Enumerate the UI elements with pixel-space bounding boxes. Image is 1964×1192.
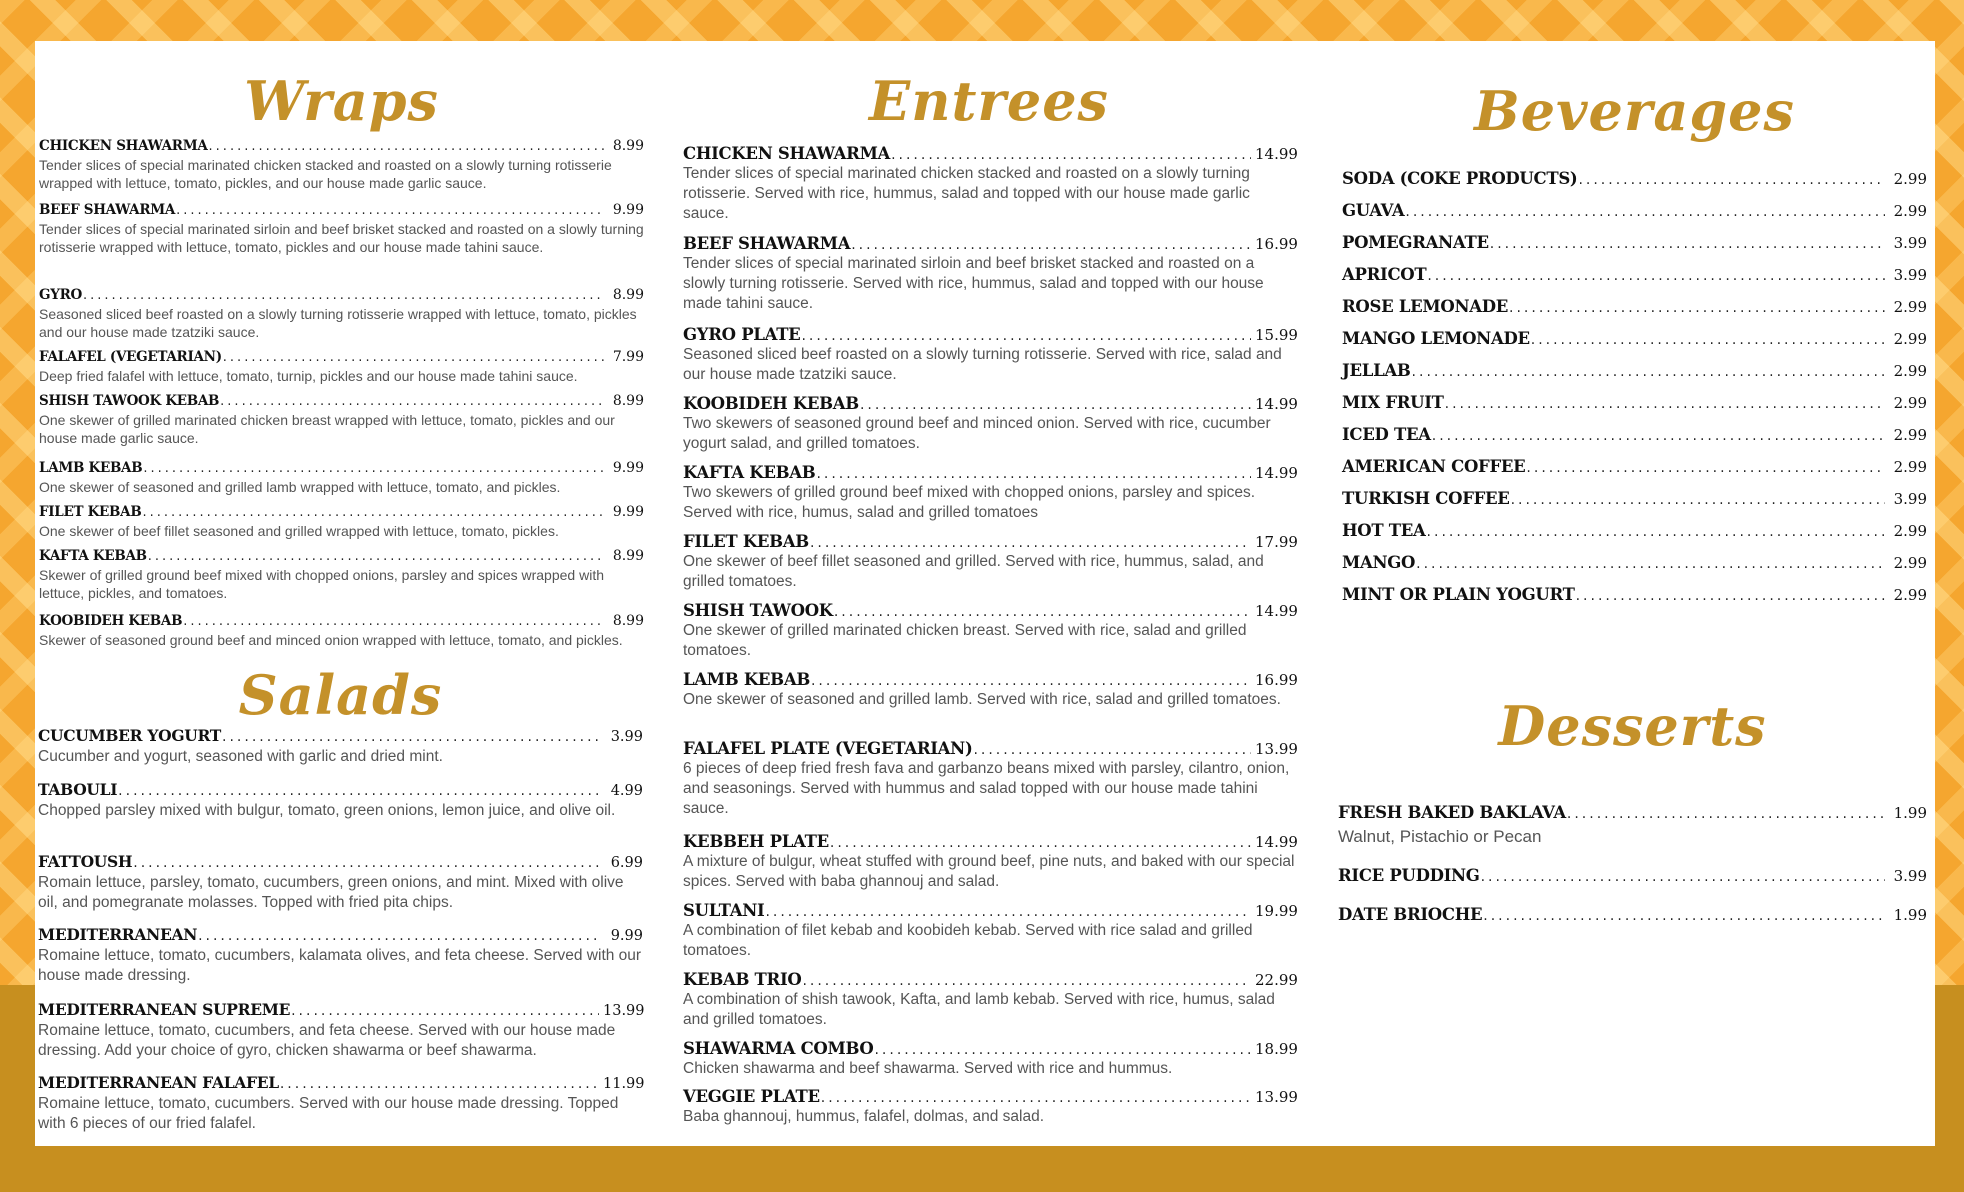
menu-item-row (1342, 265, 1927, 284)
menu-item-row (1342, 393, 1927, 412)
dot-leader (220, 394, 604, 409)
item-description: Two skewers of seasoned ground beef and minced onion. Served with rice, cucumber yogurt salad, and grilled tomatoes. (683, 415, 1271, 452)
item-price: 2.99 (1893, 202, 1927, 220)
item-name: MEDITERRANEAN (38, 925, 198, 944)
menu-item-koobideh-kebab (683, 394, 1298, 454)
menu-item-row (39, 202, 644, 218)
menu-item-falafel-vegetarian (39, 349, 644, 385)
dot-leader (1481, 869, 1885, 885)
item-name: LAMB KEBAB (39, 460, 143, 476)
menu-item-sultani (683, 901, 1298, 961)
menu-item-shish-tawook-kebab (39, 393, 644, 447)
item-name: KOOBIDEH KEBAB (683, 394, 859, 413)
item-name: AMERICAN COFFEE (1342, 457, 1526, 476)
item-price: 14.99 (1255, 602, 1298, 620)
item-price: 13.99 (1255, 740, 1298, 758)
item-name: MANGO LEMONADE (1342, 329, 1530, 348)
dot-leader (1427, 524, 1885, 540)
menu-item-row (683, 144, 1298, 163)
menu-item-kafta-kebab (39, 548, 644, 602)
item-name: HOT TEA (1342, 521, 1426, 540)
item-price: 3.99 (1893, 266, 1927, 284)
menu-item-row (1338, 866, 1927, 885)
dot-leader (183, 614, 604, 629)
item-description: Romain lettuce, parsley, tomato, cucumbers, green onions, and mint. Mixed with olive oil, and pomegranate molasses. Topped with fried pita chips. (38, 874, 624, 911)
menu-item-row (683, 970, 1298, 989)
dot-leader (830, 835, 1251, 851)
item-price: 2.99 (1893, 394, 1927, 412)
item-description: Chopped parsley mixed with bulgur, tomato, green onions, lemon juice, and olive oil. (38, 802, 616, 819)
menu-item-beef-shawarma (39, 202, 644, 256)
dot-leader (1432, 428, 1885, 444)
dot-leader (834, 604, 1251, 620)
dot-leader (1490, 236, 1885, 252)
dot-leader (801, 328, 1251, 344)
item-name: TURKISH COFFEE (1342, 489, 1510, 508)
dot-leader (874, 1042, 1251, 1058)
dot-leader (118, 783, 599, 799)
desserts-heading: Desserts (1498, 694, 1767, 758)
menu-item-cucumber-yogurt (38, 726, 643, 767)
item-description: Chicken shawarma and beef shawarma. Served with rice and hummus. (683, 1060, 1173, 1077)
menu-item-row (683, 325, 1298, 344)
dot-leader (1412, 364, 1885, 380)
menu-item-row (683, 463, 1298, 482)
menu-item-mint-or-plain-yogurt (1342, 585, 1927, 604)
menu-item-koobideh-kebab (39, 613, 644, 649)
menu-item-kafta-kebab (683, 463, 1298, 523)
dot-leader (860, 397, 1251, 413)
item-price: 7.99 (612, 349, 644, 365)
dot-leader (222, 729, 599, 745)
dot-leader (973, 742, 1251, 758)
item-name: BEEF SHAWARMA (39, 202, 176, 218)
menu-item-row (1342, 585, 1927, 604)
dot-leader (811, 673, 1251, 689)
dot-leader (209, 139, 604, 154)
item-description: A combination of shish tawook, Kafta, and lamb kebab. Served with rice, humus, salad and grilled tomatoes. (683, 991, 1275, 1028)
item-price: 9.99 (612, 202, 644, 218)
item-description: Tender slices of special marinated chicken stacked and roasted on a slowly turning rotisserie wrapped with lettuce, tomato, pickles, and our house made garlic sauce. (39, 157, 612, 191)
menu-item-row (38, 852, 643, 871)
item-price: 14.99 (1255, 145, 1298, 163)
item-price: 17.99 (1255, 533, 1298, 551)
dot-leader (1509, 300, 1885, 316)
item-description: Romaine lettuce, tomato, cucumbers, and feta cheese. Served with our house made dressing. Add your choice of gyro, chicken shawarma or beef shawarma. (38, 1022, 616, 1059)
item-description: A mixture of bulgur, wheat stuffed with ground beef, pine nuts, and baked with our special spices. Served with baba ghannouj and salad. (683, 853, 1295, 890)
menu-item-mix-fruit (1342, 393, 1927, 412)
menu-item-row (683, 532, 1298, 551)
item-name: JELLAB (1342, 361, 1411, 380)
item-name: FILET KEBAB (683, 532, 809, 551)
menu-item-row (39, 393, 644, 409)
item-price: 2.99 (1893, 458, 1927, 476)
menu-item-row (38, 925, 643, 944)
item-name: APRICOT (1342, 265, 1427, 284)
menu-item-mango-lemonade (1342, 329, 1927, 348)
menu-item-mediterranean (38, 925, 643, 986)
item-price: 6.99 (610, 855, 643, 871)
menu-item-row (38, 1073, 643, 1092)
menu-item-mediterranean-falafel (38, 1073, 643, 1134)
item-price: 1.99 (1893, 906, 1927, 924)
item-price: 18.99 (1255, 1040, 1298, 1058)
menu-item-gyro (39, 287, 644, 341)
item-description: Romaine lettuce, tomato, cucumbers, kalamata olives, and feta cheese. Served with our house made dressing. (38, 947, 642, 984)
menu-item-hot-tea (1342, 521, 1927, 540)
item-price: 14.99 (1255, 464, 1298, 482)
item-name: CUCUMBER YOGURT (38, 726, 222, 745)
item-price: 16.99 (1255, 235, 1298, 253)
dot-leader (891, 147, 1251, 163)
menu-item-guava (1342, 201, 1927, 220)
dot-leader (198, 928, 599, 944)
dot-leader (143, 461, 604, 476)
item-name: LAMB KEBAB (683, 670, 810, 689)
item-price: 16.99 (1255, 671, 1298, 689)
item-name: KAFTA KEBAB (39, 548, 147, 564)
dot-leader (133, 855, 599, 871)
menu-item-kebbeh-plate (683, 832, 1298, 892)
item-price: 8.99 (612, 613, 644, 629)
menu-item-row (683, 739, 1298, 758)
item-description: One skewer of grilled marinated chicken breast. Served with rice, salad and grilled tomatoes. (683, 622, 1247, 659)
item-description: Two skewers of grilled ground beef mixed with chopped onions, parsley and spices. Served with rice, humus, salad and grilled tomatoes (683, 484, 1256, 521)
dot-leader (802, 973, 1251, 989)
menu-item-shawarma-combo (683, 1039, 1298, 1079)
dot-leader (1511, 492, 1885, 508)
item-name: FRESH BAKED BAKLAVA (1338, 803, 1566, 822)
menu-item-rice-pudding (1338, 866, 1927, 885)
menu-item-row (1342, 489, 1927, 508)
menu-item-row (1342, 233, 1927, 252)
item-description: Cucumber and yogurt, seasoned with garlic and dried mint. (38, 748, 443, 765)
item-name: BEEF SHAWARMA (683, 234, 851, 253)
menu-item-jellab (1342, 361, 1927, 380)
item-price: 2.99 (1893, 426, 1927, 444)
menu-item-row (1342, 457, 1927, 476)
menu-item-soda-coke-products (1342, 169, 1927, 188)
menu-panel (35, 41, 1935, 1146)
menu-item-row (39, 548, 644, 564)
dot-leader (1526, 460, 1885, 476)
dot-leader (851, 237, 1251, 253)
menu-item-row (1338, 905, 1927, 924)
menu-item-row (39, 504, 644, 520)
dot-leader (291, 1003, 599, 1019)
menu-item-row (1338, 803, 1927, 822)
menu-item-row (683, 601, 1298, 620)
menu-item-shish-tawook (683, 601, 1298, 661)
menu-item-row (39, 460, 644, 476)
menu-item-row (39, 613, 644, 629)
item-name: SHAWARMA COMBO (683, 1039, 874, 1058)
menu-item-lamb-kebab (39, 460, 644, 496)
menu-item-iced-tea (1342, 425, 1927, 444)
item-description: One skewer of beef fillet seasoned and grilled. Served with rice, hummus, salad, and grilled tomatoes. (683, 553, 1264, 590)
item-name: DATE BRIOCHE (1338, 905, 1483, 924)
item-price: 8.99 (612, 287, 644, 303)
item-description: Seasoned sliced beef roasted on a slowly turning rotisserie wrapped with lettuce, tomato, pickles and our house made tzatziki sauce. (39, 306, 637, 340)
item-price: 2.99 (1893, 554, 1927, 572)
menu-item-lamb-kebab (683, 670, 1298, 710)
item-name: GUAVA (1342, 201, 1405, 220)
item-name: ROSE LEMONADE (1342, 297, 1509, 316)
menu-item-tabouli (38, 780, 643, 821)
menu-item-row (1342, 201, 1927, 220)
dot-leader (821, 1090, 1251, 1106)
item-price: 2.99 (1893, 330, 1927, 348)
menu-item-row (39, 349, 644, 365)
menu-item-row (683, 1039, 1298, 1058)
item-name: KOOBIDEH KEBAB (39, 613, 183, 629)
menu-item-kebab-trio (683, 970, 1298, 1030)
item-description: 6 pieces of deep fried fresh fava and garbanzo beans mixed with parsley, cilantro, onion, and seasonings. Served with hummus and salad topped with our house made tahini sauce. (683, 760, 1290, 817)
item-name: FILET KEBAB (39, 504, 142, 520)
dot-leader (280, 1076, 599, 1092)
item-price: 9.99 (610, 928, 643, 944)
wraps-heading: Wraps (244, 69, 439, 133)
item-name: KEBAB TRIO (683, 970, 802, 989)
menu-item-beef-shawarma (683, 234, 1298, 314)
item-price: 4.99 (610, 783, 643, 799)
menu-item-filet-kebab (683, 532, 1298, 592)
item-description: Tender slices of special marinated sirloin and beef brisket stacked and roasted on a slowly turning rotisserie wrapped with lettuce, tomato, pickles and our house made tahini sauce. (39, 221, 644, 255)
item-price: 19.99 (1255, 902, 1298, 920)
item-price: 15.99 (1255, 326, 1298, 344)
menu-item-row (1342, 329, 1927, 348)
item-name: SHISH TAWOOK (683, 601, 833, 620)
item-name: FALAFEL (VEGETARIAN) (39, 349, 222, 365)
item-price: 1.99 (1893, 804, 1927, 822)
menu-item-row (683, 670, 1298, 689)
item-price: 2.99 (1893, 298, 1927, 316)
menu-item-row (1342, 553, 1927, 572)
menu-item-row (1342, 425, 1927, 444)
item-price: 2.99 (1893, 522, 1927, 540)
item-price: 14.99 (1255, 833, 1298, 851)
menu-item-gyro-plate (683, 325, 1298, 385)
item-name: SODA (COKE PRODUCTS) (1342, 169, 1578, 188)
item-name: KEBBEH PLATE (683, 832, 829, 851)
item-name: MEDITERRANEAN SUPREME (38, 1000, 291, 1019)
dot-leader (1483, 908, 1885, 924)
item-price: 8.99 (612, 138, 644, 154)
item-description: Deep fried falafel with lettuce, tomato, turnip, pickles and our house made tahini sauce. (39, 368, 578, 384)
menu-item-row (1342, 297, 1927, 316)
beverages-heading: Beverages (1474, 79, 1795, 143)
item-price: 8.99 (612, 393, 644, 409)
item-name: MANGO (1342, 553, 1416, 572)
item-price: 14.99 (1255, 395, 1298, 413)
item-price: 3.99 (1893, 867, 1927, 885)
dot-leader (1445, 396, 1885, 412)
entrees-heading: Entrees (869, 69, 1109, 133)
item-name: POMEGRANATE (1342, 233, 1489, 252)
menu-item-pomegranate (1342, 233, 1927, 252)
item-description: Walnut, Pistachio or Pecan (1338, 827, 1542, 846)
item-price: 13.99 (603, 1003, 645, 1019)
item-price: 9.99 (612, 460, 644, 476)
item-description: A combination of filet kebab and koobideh kebab. Served with rice salad and grilled tomatoes. (683, 922, 1253, 959)
menu-item-row (683, 1087, 1298, 1106)
item-price: 2.99 (1893, 362, 1927, 380)
item-description: Skewer of grilled ground beef mixed with chopped onions, parsley and spices wrapped with lettuce, pickles, and tomatoes. (39, 567, 604, 601)
item-name: MEDITERRANEAN FALAFEL (38, 1073, 279, 1092)
menu-item-row (1342, 521, 1927, 540)
item-price: 3.99 (1893, 234, 1927, 252)
menu-item-row (38, 726, 643, 745)
menu-item-rose-lemonade (1342, 297, 1927, 316)
item-name: KAFTA KEBAB (683, 463, 816, 482)
menu-item-row (38, 780, 643, 799)
dot-leader (1578, 172, 1885, 188)
dot-leader (83, 288, 604, 303)
item-name: GYRO PLATE (683, 325, 801, 344)
item-name: MIX FRUIT (1342, 393, 1444, 412)
item-price: 22.99 (1255, 971, 1298, 989)
item-description: One skewer of seasoned and grilled lamb wrapped with lettuce, tomato, and pickles. (39, 479, 561, 495)
menu-item-american-coffee (1342, 457, 1927, 476)
item-price: 8.99 (612, 548, 644, 564)
dot-leader (223, 350, 604, 365)
menu-item-row (39, 138, 644, 154)
menu-item-mango (1342, 553, 1927, 572)
menu-item-row (38, 1000, 643, 1019)
item-price: 2.99 (1893, 586, 1927, 604)
dot-leader (1567, 806, 1885, 822)
menu-item-date-brioche (1338, 905, 1927, 924)
menu-item-chicken-shawarma (683, 144, 1298, 224)
item-price: 13.99 (1255, 1088, 1298, 1106)
menu-item-row (1342, 169, 1927, 188)
dot-leader (816, 466, 1251, 482)
dot-leader (1405, 204, 1885, 220)
menu-item-falafel-plate-vegetarian (683, 739, 1298, 819)
item-name: RICE PUDDING (1338, 866, 1480, 885)
item-name: CHICKEN SHAWARMA (683, 144, 891, 163)
item-price: 11.99 (603, 1076, 645, 1092)
item-description: Tender slices of special marinated chicken stacked and roasted on a slowly turning rotisserie. Served with rice, hummus, salad and topped with our house made garlic sauce. (683, 165, 1250, 222)
item-name: SHISH TAWOOK KEBAB (39, 393, 220, 409)
menu-item-row (39, 287, 644, 303)
item-price: 2.99 (1893, 170, 1927, 188)
item-price: 9.99 (612, 504, 644, 520)
menu-item-filet-kebab (39, 504, 644, 540)
salads-heading: Salads (238, 663, 443, 727)
dot-leader (1416, 556, 1885, 572)
menu-item-row (683, 394, 1298, 413)
menu-item-chicken-shawarma (39, 138, 644, 192)
item-description: One skewer of beef fillet seasoned and grilled wrapped with lettuce, tomato, pickles. (39, 523, 559, 539)
item-name: FATTOUSH (38, 852, 133, 871)
item-name: VEGGIE PLATE (683, 1087, 820, 1106)
item-description: One skewer of grilled marinated chicken breast wrapped with lettuce, tomato, pickles and our house made garlic sauce. (39, 412, 615, 446)
dot-leader (810, 535, 1251, 551)
item-name: FALAFEL PLATE (VEGETARIAN) (683, 739, 973, 758)
dot-leader (765, 904, 1251, 920)
menu-item-row (683, 901, 1298, 920)
dot-leader (148, 549, 604, 564)
item-name: ICED TEA (1342, 425, 1431, 444)
item-description: Tender slices of special marinated sirloin and beef brisket stacked and roasted on a slowly turning rotisserie. Served with rice, hummus, salad and topped with our house made tahini sauce. (683, 255, 1264, 312)
item-name: GYRO (39, 287, 82, 303)
item-description: Seasoned sliced beef roasted on a slowly turning rotisserie. Served with rice, salad and our house made tzatziki sauce. (683, 346, 1282, 383)
menu-item-row (1342, 361, 1927, 380)
item-price: 3.99 (610, 729, 643, 745)
dot-leader (142, 505, 604, 520)
dot-leader (1531, 332, 1885, 348)
item-description: Skewer of seasoned ground beef and minced onion wrapped with lettuce, tomato, and pickles. (39, 632, 623, 648)
dot-leader (176, 203, 604, 218)
item-price: 3.99 (1893, 490, 1927, 508)
item-name: SULTANI (683, 901, 765, 920)
menu-item-mediterranean-supreme (38, 1000, 643, 1061)
dot-leader (1427, 268, 1885, 284)
item-name: TABOULI (38, 780, 118, 799)
item-name: MINT OR PLAIN YOGURT (1342, 585, 1575, 604)
menu-item-apricot (1342, 265, 1927, 284)
menu-item-turkish-coffee (1342, 489, 1927, 508)
item-description: One skewer of seasoned and grilled lamb. Served with rice, salad and grilled tomatoes. (683, 691, 1281, 708)
menu-item-veggie-plate (683, 1087, 1298, 1127)
item-description: Romaine lettuce, tomato, cucumbers. Served with our house made dressing. Topped with 6 pieces of our fried falafel. (38, 1095, 619, 1132)
item-name: CHICKEN SHAWARMA (39, 138, 208, 154)
menu-item-fresh-baked-baklava (1338, 803, 1927, 848)
item-description: Baba ghannouj, hummus, falafel, dolmas, and salad. (683, 1108, 1045, 1125)
dot-leader (1576, 588, 1885, 604)
menu-item-row (683, 234, 1298, 253)
menu-item-row (683, 832, 1298, 851)
menu-item-fattoush (38, 852, 643, 913)
